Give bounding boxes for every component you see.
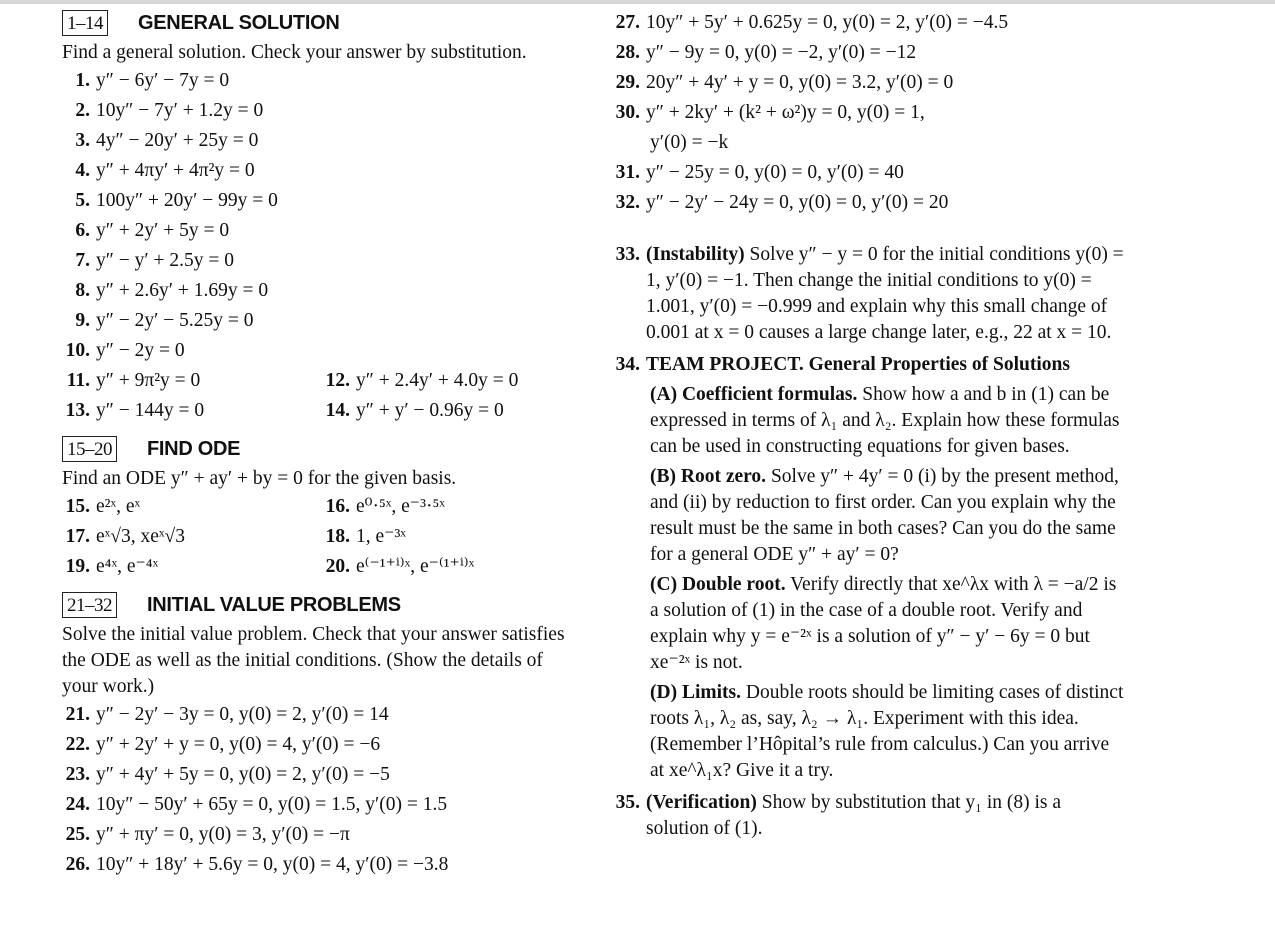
problem: 21. y″ − 2y′ − 3y = 0, y(0) = 2, y′(0) = 14 <box>65 704 389 725</box>
problem: 27. 10y″ + 5y′ + 0.625y = 0, y(0) = 2, y′(0) = −4.5 <box>615 12 1009 33</box>
problem: 23. y″ + 4y′ + 5y = 0, y(0) = 2, y′(0) = −5 <box>65 764 390 785</box>
section-header-initial-value-problems <box>62 590 582 620</box>
problem: 28. y″ − 9y = 0, y(0) = −2, y′(0) = −12 <box>615 42 917 63</box>
section-instruction: Find an ODE y″ + ay′ + by = 0 for the given basis. <box>62 468 457 489</box>
problem: 10. y″ − 2y = 0 <box>65 340 185 361</box>
problem-35: 35. (Verification) Show by substitution that y₁ in (8) is a solution of (1). <box>615 792 1062 839</box>
problem: 7. y″ − y′ + 2.5y = 0 <box>75 250 235 271</box>
section-instruction: Find a general solution. Check your answer by substitution. <box>62 42 527 63</box>
section-title: FIND ODE <box>147 437 241 460</box>
problem-row <box>62 492 582 522</box>
problem: 15. e²ˣ, eˣ <box>65 496 141 517</box>
problem: 20. e⁽⁻¹⁺ⁱ⁾ˣ, e⁻⁽¹⁺ⁱ⁾ˣ <box>325 556 475 577</box>
problem: 4. y″ + 4πy′ + 4π²y = 0 <box>75 160 255 181</box>
problem: 9. y″ − 2y′ − 5.25y = 0 <box>75 310 254 331</box>
problem-row <box>62 552 582 582</box>
problem: 3. 4y″ − 20y′ + 25y = 0 <box>75 130 259 151</box>
problem: 22. y″ + 2y′ + y = 0, y(0) = 4, y′(0) = −6 <box>65 734 381 755</box>
problem: 5. 100y″ + 20y′ − 99y = 0 <box>75 190 278 211</box>
problem: 12. y″ + 2.4y′ + 4.0y = 0 <box>325 370 519 391</box>
problem: 25. y″ + πy′ = 0, y(0) = 3, y′(0) = −π <box>65 824 350 845</box>
problem: 1. y″ − 6y′ − 7y = 0 <box>75 70 230 91</box>
problem: 26. 10y″ + 18y′ + 5.6y = 0, y(0) = 4, y′(0) = −3.8 <box>65 854 449 875</box>
section-title: GENERAL SOLUTION <box>138 11 340 34</box>
section-range-box: 15–20 <box>62 436 117 462</box>
problem: 13. y″ − 144y = 0 <box>65 400 205 421</box>
problem: 14. y″ + y′ − 0.96y = 0 <box>325 400 504 421</box>
problem: 19. e⁴ˣ, e⁻⁴ˣ <box>65 556 159 577</box>
problem: 11. y″ + 9π²y = 0 <box>66 370 201 391</box>
section-range-box: 21–32 <box>62 592 117 618</box>
problem: 30. y″ + 2ky′ + (k² + ω²)y = 0, y(0) = 1, <box>615 102 925 123</box>
section-header-general-solution <box>62 8 582 38</box>
problem-continuation: y′(0) = −k <box>650 132 729 153</box>
problem: 32. y″ − 2y′ − 24y = 0, y(0) = 0, y′(0) = 20 <box>615 192 949 213</box>
problem-text: Solve y″ − y = 0 for the initial conditions y(0) = 1, y′(0) = −1. Then change the initial conditions to y(0) = 1.001, y′(0) = −0.999 and explain why this small change of 0.001 at x = 0 causes a large change later, e.g., 22 at x = 10. <box>646 244 1124 343</box>
section-instruction: Solve the initial value problem. Check that your answer satisfies the ODE as well as the initial conditions. (Show the details of your work.) <box>62 624 565 697</box>
right-column <box>612 8 1124 842</box>
project-title: TEAM PROJECT. General Properties of Solutions <box>646 354 1070 375</box>
problem: 2. 10y″ − 7y′ + 1.2y = 0 <box>75 100 264 121</box>
problem-34: 34. TEAM PROJECT. General Properties of Solutions <box>612 352 1124 378</box>
left-column <box>62 8 582 880</box>
section-title: INITIAL VALUE PROBLEMS <box>147 593 401 616</box>
project-part-c: (C) Double root. Verify directly that xe^λx with λ = −a/2 is a solution of (1) in the case of a double root. Verify and explain why y = e⁻²ˣ is a solution of y″ − y′ − 6y = 0 but xe⁻²ˣ is not. <box>650 574 1117 673</box>
problem-label: (Verification) <box>646 792 757 813</box>
section-header-find-ode <box>62 434 582 464</box>
problem-row <box>62 522 582 552</box>
problem: 16. e⁰·⁵ˣ, e⁻³·⁵ˣ <box>325 496 445 517</box>
project-part-a: (A) Coefficient formulas. Show how a and b in (1) can be expressed in terms of λ₁ and λ₂. Explain how these formulas can be used in constructing equations for given bases. <box>650 384 1120 457</box>
problem-33: 33. (Instability) Solve y″ − y = 0 for the initial conditions y(0) = 1, y′(0) = −1. Then change the initial conditions to y(0) = 1.001, y′(0) = −0.999 and explain why this small change of 0.001 at x = 0 causes a large change later, e.g., 22 at x = 10. <box>615 244 1124 343</box>
top-rule <box>0 0 1275 4</box>
problem: 6. y″ + 2y′ + 5y = 0 <box>75 220 230 241</box>
problem-label: (Instability) <box>646 244 745 265</box>
problem-row <box>62 366 582 396</box>
problem-row <box>62 396 582 426</box>
problem-text: Show by substitution that y₁ in (8) is a solution of (1). <box>646 792 1062 839</box>
problem: 31. y″ − 25y = 0, y(0) = 0, y′(0) = 40 <box>615 162 904 183</box>
section-range-box: 1–14 <box>62 10 108 36</box>
problem: 29. 20y″ + 4y′ + y = 0, y(0) = 3.2, y′(0) = 0 <box>615 72 954 93</box>
project-part-d: (D) Limits. Double roots should be limiting cases of distinct roots λ₁, λ₂ as, say, λ₂ → λ₁. Experiment with this idea. (Remember l’Hôpital’s rule from calculus.) Can you arrive at xe^λ₁x? Give it a try. <box>650 682 1124 781</box>
problem: 24. 10y″ − 50y′ + 65y = 0, y(0) = 1.5, y′(0) = 1.5 <box>65 794 448 815</box>
problem: 17. eˣ√3, xeˣ√3 <box>65 526 185 547</box>
problem: 18. 1, e⁻³ˣ <box>325 526 406 547</box>
project-part-b: (B) Root zero. Solve y″ + 4y′ = 0 (i) by the present method, and (ii) by reduction to first order. Can you explain why the result must be the same in both cases? Can you do the same for a general ODE y″ + ay′ = 0? <box>650 466 1119 565</box>
problem: 8. y″ + 2.6y′ + 1.69y = 0 <box>75 280 269 301</box>
